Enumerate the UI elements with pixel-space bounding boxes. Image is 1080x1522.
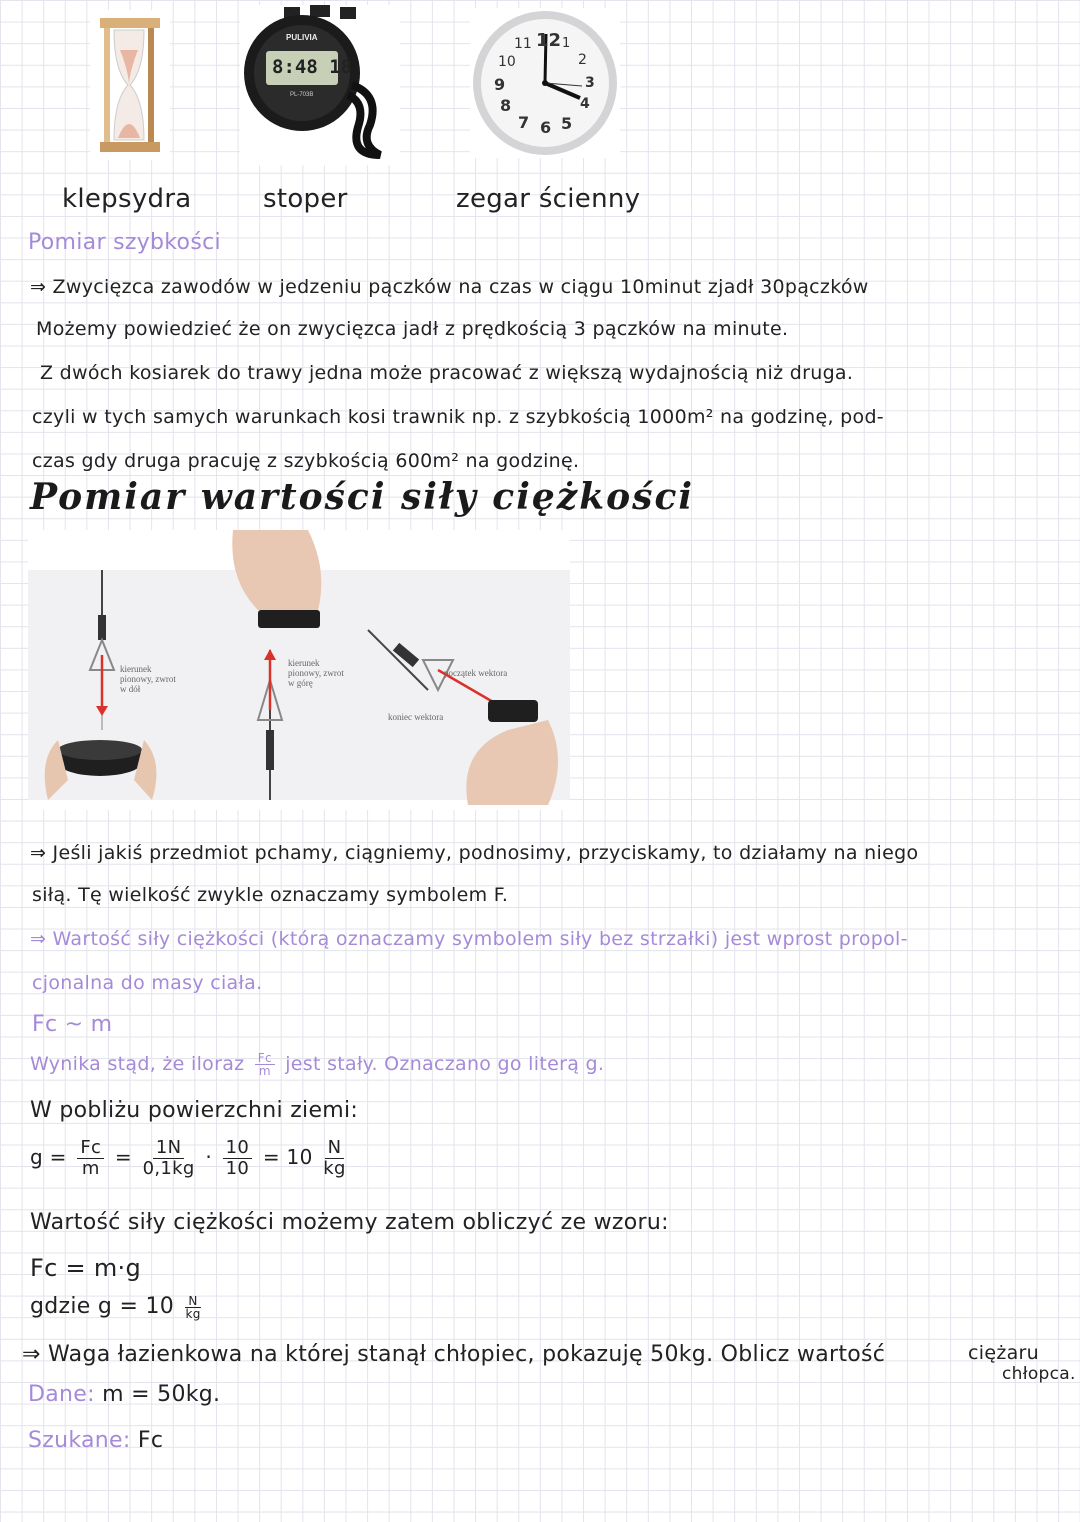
ratio-text-a: Wynika stąd, że iloraz <box>30 1053 245 1075</box>
force-line-4: cjonalna do masy ciała. <box>32 972 263 994</box>
g-formula <box>30 1138 350 1179</box>
fraction-numerator: Fc <box>77 1138 104 1159</box>
gravity-heading: Pomiar wartości siły ciężkości <box>30 476 695 518</box>
dane-label: Dane: <box>28 1382 95 1407</box>
ratio-text-b: jest stały. Oznaczano go literą g. <box>285 1053 605 1075</box>
calc-line: Wartość siły ciężkości możemy zatem obliczyć ze wzoru: <box>30 1210 669 1235</box>
speed-line-1: ⇒ Zwycięzca zawodów w jedzeniu pączków na czas w ciągu 10minut zjadł 30pączków <box>30 276 869 298</box>
stopwatch-brand: PULIVIA <box>286 33 318 42</box>
fraction-numerator: 1N <box>153 1138 185 1159</box>
label-vector-end: koniec wektora <box>388 712 444 722</box>
fraction-denominator: 10 <box>225 1158 250 1179</box>
stopwatch-photo <box>240 5 400 165</box>
label-hourglass: klepsydra <box>62 184 192 214</box>
speed-line-5: czas gdy druga pracuję z szybkością 600m² na godzinę. <box>32 450 580 472</box>
dane-value: m = 50kg. <box>102 1382 221 1407</box>
fraction-numerator: 10 <box>223 1138 253 1159</box>
fraction-denominator: 0,1kg <box>142 1158 195 1179</box>
ratio-denominator: m <box>258 1064 271 1078</box>
equals-sign: = <box>114 1145 132 1169</box>
g-symbol: g = <box>30 1145 67 1169</box>
clock-number: 2 <box>578 52 587 68</box>
ratio-numerator: Fc <box>255 1052 275 1065</box>
proportion: Fc ~ m <box>32 1012 113 1037</box>
label-vector-start: początek wektora <box>444 668 508 678</box>
label-wall-clock: zegar ścienny <box>456 184 641 214</box>
clock-number: 5 <box>561 114 573 133</box>
clock-number: 11 <box>514 36 532 52</box>
stopwatch-model: PL-703B <box>290 92 314 98</box>
result-value: = 10 <box>262 1145 313 1169</box>
fraction-denominator: m <box>81 1158 100 1179</box>
stopwatch-display: 8:48 18 <box>272 56 353 78</box>
label-direction-down: kierunek pionowy, zwrot w dół <box>120 664 176 694</box>
szukane-label: Szukane: <box>28 1428 131 1453</box>
task-line-1: ⇒ Waga łazienkowa na której stanął chłopiec, pokazuję 50kg. Oblicz wartość <box>22 1342 886 1367</box>
g-value-line <box>30 1294 205 1320</box>
fraction-unit <box>323 1138 345 1179</box>
fraction-denominator: kg <box>185 1306 201 1321</box>
clock-number: 7 <box>518 113 530 132</box>
fraction-numerator: N <box>325 1138 345 1159</box>
clock-number: 12 <box>536 30 562 51</box>
clock-number: 10 <box>498 54 516 70</box>
clock-number: 3 <box>585 75 595 91</box>
force-line-3: ⇒ Wartość siły ciężkości (którą oznaczamy symbolem siły bez strzałki) jest wprost propol- <box>30 928 908 950</box>
speed-line-2: Możemy powiedzieć że on zwycięzca jadł z prędkością 3 pączków na minute. <box>36 318 789 340</box>
clock-number: 8 <box>500 96 512 115</box>
speed-line-3: Z dwóch kosiarek do trawy jedna może pracować z większą wydajnością niż druga. <box>40 362 854 384</box>
dane-line <box>28 1382 220 1407</box>
task-boy-word: chłopca. <box>1002 1364 1076 1384</box>
clock-number: 1 <box>562 36 571 51</box>
szukane-value: Fc <box>137 1428 164 1453</box>
clock-number: 9 <box>494 75 506 94</box>
task-weight-word: ciężaru <box>968 1342 1039 1364</box>
fraction-10-10 <box>223 1138 253 1179</box>
clock-number: 6 <box>540 118 552 137</box>
ratio-line <box>30 1052 604 1077</box>
fc-formula: Fc = m·g <box>30 1254 142 1282</box>
speed-heading: Pomiar szybkości <box>28 230 221 255</box>
label-direction-up: kierunek pionowy, zwrot w górę <box>288 658 344 688</box>
fraction-numerator: N <box>185 1295 200 1308</box>
force-line-1: ⇒ Jeśli jakiś przedmiot pchamy, ciągniemy, podnosimy, przyciskamy, to działamy na niego <box>30 842 919 864</box>
near-surface-line: W pobliżu powierzchni ziemi: <box>30 1098 359 1123</box>
ratio-fraction <box>255 1052 275 1077</box>
clock-number: 4 <box>580 96 590 112</box>
speed-line-4: czyli w tych samych warunkach kosi trawnik np. z szybkością 1000m² na godzinę, pod- <box>32 406 884 428</box>
hourglass-photo <box>90 10 170 160</box>
g-unit-fraction <box>185 1295 200 1320</box>
szukane-line <box>28 1428 163 1453</box>
label-stopwatch: stoper <box>263 184 348 214</box>
multiply-dot: · <box>205 1145 212 1169</box>
force-line-2: siłą. Tę wielkość zwykle oznaczamy symbolem F. <box>32 884 509 906</box>
g-value-text: gdzie g = 10 <box>30 1294 175 1319</box>
fraction-1n-01kg <box>143 1138 195 1179</box>
fraction-fc-m <box>77 1138 104 1179</box>
fraction-denominator: kg <box>323 1158 346 1179</box>
